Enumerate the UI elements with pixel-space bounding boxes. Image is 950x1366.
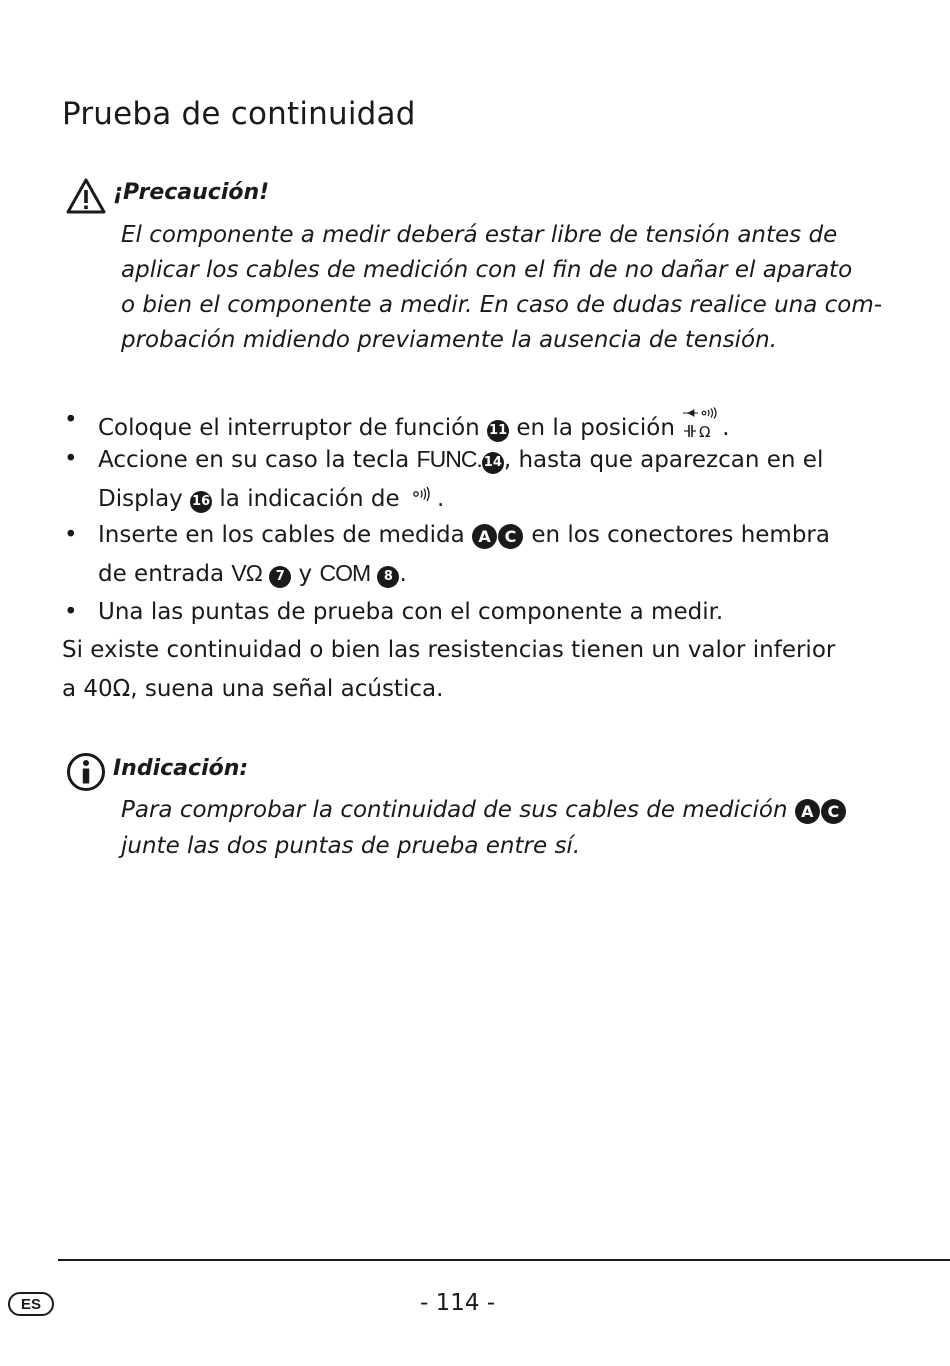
bullet: • xyxy=(64,407,78,433)
caution-heading: ¡Precaución! xyxy=(113,180,270,205)
callout-number: 8 xyxy=(377,566,399,588)
cable-callout-letter: C xyxy=(821,799,846,824)
cable-callout-letter: A xyxy=(795,799,820,824)
bullet: • xyxy=(64,522,78,548)
step-text: de entrada xyxy=(98,561,232,587)
port-label: COM xyxy=(319,560,371,586)
page-title: Prueba de continuidad xyxy=(62,96,416,132)
step-3 xyxy=(98,522,830,549)
step-text: Inserte en los cables de medida xyxy=(98,522,473,548)
footer-divider xyxy=(58,1259,950,1261)
step-2 xyxy=(98,446,823,474)
step-text: Accione en su caso la tecla xyxy=(98,447,417,473)
diode-continuity-capacitance-ohm-icon xyxy=(682,407,722,441)
note-heading: Indicación: xyxy=(113,756,249,781)
callout-number: 14 xyxy=(482,452,504,474)
step-text: . xyxy=(722,415,730,441)
info-circle-icon xyxy=(66,752,106,792)
step-1 xyxy=(98,407,730,442)
page-number: - 114 - xyxy=(420,1290,496,1316)
step-3-cont xyxy=(98,560,407,588)
step-text: Coloque el interruptor de función xyxy=(98,415,488,441)
step-2-cont xyxy=(98,484,444,513)
callout-number: 7 xyxy=(269,566,291,588)
step-text: la indicación de xyxy=(212,486,407,512)
bullet: • xyxy=(64,446,78,472)
step-text: , hasta que aparezcan en el xyxy=(503,447,824,473)
callout-number: 16 xyxy=(190,491,212,513)
callout-number: 11 xyxy=(487,420,509,442)
step-4: Una las puntas de prueba con el componente a medir. xyxy=(98,599,724,625)
note-text-line xyxy=(121,797,847,824)
port-label: VΩ xyxy=(231,560,262,586)
step-text: . xyxy=(399,561,407,587)
note-text: Para comprobar la continuidad de sus cables de medición xyxy=(121,797,795,823)
cable-callout-letter: A xyxy=(472,524,497,549)
continuity-beeper-icon xyxy=(407,484,437,504)
step-text: Display xyxy=(98,486,191,512)
warning-triangle-icon xyxy=(66,178,106,214)
caution-text-line: probación midiendo previamente la ausencia de tensión. xyxy=(121,327,777,353)
note-text-line: junte las dos puntas de prueba entre sí. xyxy=(121,833,581,859)
paragraph-line: Si existe continuidad o bien las resistencias tienen un valor inferior xyxy=(62,637,836,663)
paragraph-line: a 40Ω, suena una señal acústica. xyxy=(62,676,444,702)
func-key-label: FUNC. xyxy=(416,446,482,472)
language-badge: ES xyxy=(8,1292,54,1316)
step-text: . xyxy=(436,486,445,512)
cable-callout-letter: C xyxy=(498,524,523,549)
step-text: en la posición xyxy=(509,415,683,441)
svg-text:Ω: Ω xyxy=(699,423,711,441)
caution-text-line: aplicar los cables de medición con el fin de no dañar el aparato xyxy=(121,257,853,283)
step-text: y xyxy=(291,561,320,587)
step-text: en los conectores hembra xyxy=(524,522,830,548)
bullet: • xyxy=(64,599,78,625)
caution-text-line: El componente a medir deberá estar libre de tensión antes de xyxy=(121,222,838,248)
caution-text-line: o bien el componente a medir. En caso de dudas realice una com- xyxy=(121,292,883,318)
